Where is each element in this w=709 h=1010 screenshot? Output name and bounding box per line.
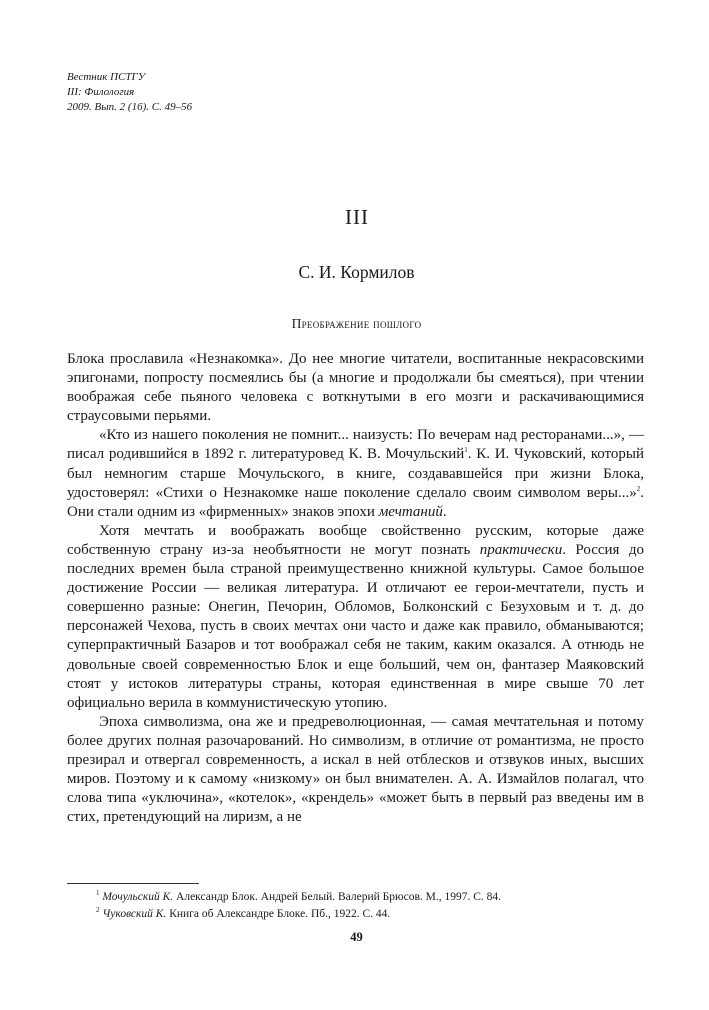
paragraph: [67, 522, 644, 713]
footnote-ref[interactable]: 2: [636, 484, 641, 493]
paragraph-text: .: [442, 503, 447, 520]
footnote: [96, 906, 656, 923]
paragraph-text: Блока прославила «Незнакомка». До нее многие читатели, воспитанные некрасовскими эпигонами, попросту посмеялись бы (а многие и продолжали бы смеяться), при чтении воображая себе пьяного человека с воткнутыми в его мозги и раскачивающимися страусовыми перьями.: [67, 351, 644, 425]
journal-header: [67, 70, 192, 115]
emphasis-text: мечтаний: [378, 503, 443, 520]
page-number: 49: [350, 930, 363, 944]
footnotes: [96, 889, 656, 923]
footnote-author: Мочульский К.: [102, 891, 174, 903]
paragraph-text: Эпоха символизма, она же и предреволюционная, — самая мечтательная и потому более других полная разочарований. Но символизм, в отличие от романтизма, не просто презирал и отвергал современность, а искал в ней отблесков и отзвуков иных, высших миров. Поэтому и к самому «низкому» он был внимателен. А. А. Измайлов полагал, что слова типа «уключина», «котелок», «крендель» «может быть в первый раз введены им в стих, претендующий на лиризм, а не: [67, 713, 644, 826]
paragraph-text: Хотя мечтать и воображать вообще свойственно русским, которые даже собственную страну из-за необъятности не могут познать: [67, 522, 644, 558]
section-numeral: III: [345, 205, 369, 229]
footnote-divider: [67, 883, 199, 884]
footnote-mark: 1: [96, 889, 100, 898]
journal-name: Вестник ПСТГУ: [67, 71, 146, 83]
paragraph: [67, 426, 644, 521]
paragraph: [67, 350, 644, 426]
paragraph-text: . Россия до последних времен была страной преимущественно книжной культуры. Самое большое достижение России — великая литература. И отличают ее герои-мечтатели, пусть и совершенно разные: Онегин, Печорин, Обломов, Болконский с Безуховым и т. д. до персонажей Чехова, пусть в своих мечтах они часто и даже как правило, обманываются; суперпрактичный Базаров и тот воображал себя не таким, каким оказался. А отнюдь не довольные своей современностью Блок и еще больший, чем он, фантазер Маяковский стоят у истоков литературы страны, которая единственная в мире свыше 70 лет официально верила в коммунистическую утопию.: [67, 541, 644, 711]
article-body: [67, 350, 644, 827]
article-author: С. И. Кормилов: [298, 262, 415, 282]
footnote-text: Александр Блок. Андрей Белый. Валерий Брюсов. М., 1997. С. 84.: [173, 891, 502, 903]
paragraph-text: . Они стали одним из «фирменных» знаков эпохи: [67, 484, 644, 520]
paragraph-text: . К. И. Чуковский, который был немногим старше Мочульского, в книге, создававшейся при жизни Блока, удостоверял: «Стихи о Незнакомке наше поколение сделало своим символом веры...»: [67, 446, 645, 501]
footnote-ref[interactable]: 1: [464, 446, 468, 455]
article-title: Преображение пошлого: [291, 316, 422, 331]
paragraph: [67, 713, 644, 828]
paragraph-text: «Кто из нашего поколения не помнит... наизусть: По вечерам над ресторанами...», — писал родившийся в 1892 г. литературовед К. В. Мочульский: [67, 427, 644, 463]
footnote: [96, 889, 656, 906]
journal-issue: 2009. Вып. 2 (16). С. 49–56: [67, 101, 193, 113]
journal-series: III: Филология: [67, 86, 135, 98]
emphasis-text: практически: [479, 541, 563, 558]
footnote-author: Чуковский К.: [102, 908, 167, 920]
footnote-mark: 2: [96, 906, 100, 915]
footnote-text: Книга об Александре Блоке. Пб., 1922. С. 44.: [166, 908, 391, 920]
